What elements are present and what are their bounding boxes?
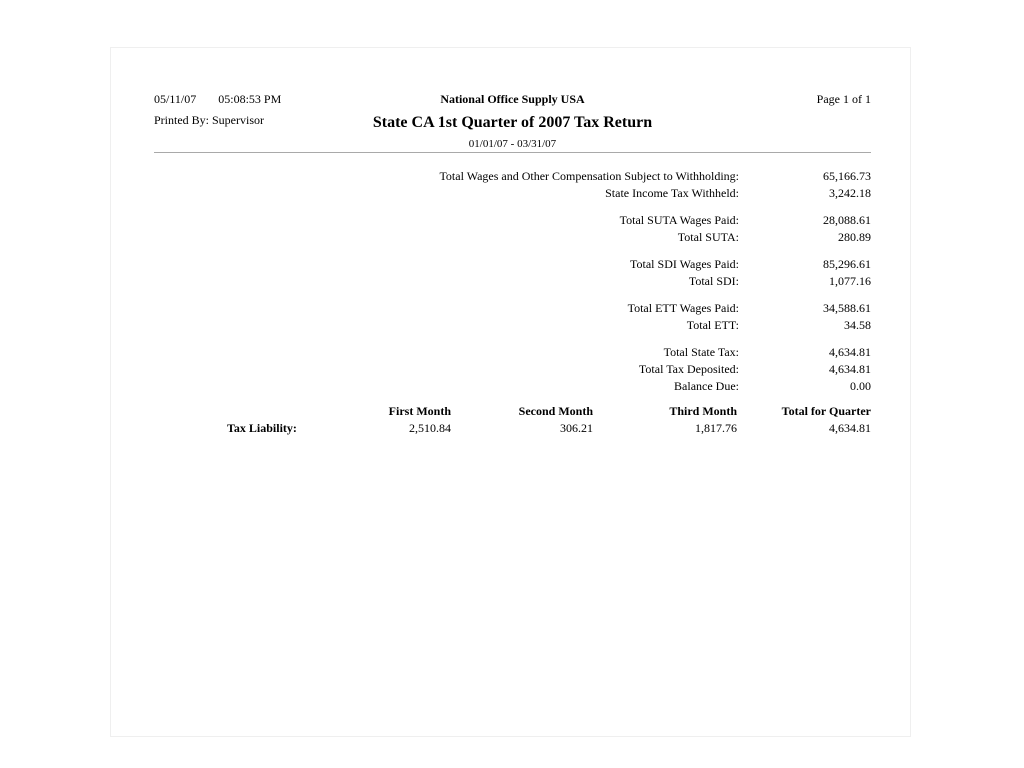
tax-liability-header-row [154, 403, 871, 420]
summary-row-label: Total SDI Wages Paid: [630, 257, 739, 271]
column-header-third-month: Third Month [669, 404, 737, 418]
summary-row-value: 4,634.81 [829, 362, 871, 376]
summary-row-label: Total ETT: [686, 318, 739, 332]
tax-liability-header-spacer [154, 403, 309, 420]
column-header-second-month: Second Month [518, 404, 593, 418]
summary-row [154, 273, 871, 290]
summary-group [154, 344, 871, 395]
header-divider [154, 152, 871, 153]
summary-row [154, 378, 871, 395]
summary-row-label: Total SDI: [688, 274, 739, 288]
tax-liability-first-month: 2,510.84 [409, 421, 451, 435]
header-right [154, 92, 871, 107]
page-number: Page 1 of 1 [816, 92, 871, 106]
summary-row-label: Balance Due: [674, 379, 739, 393]
summary-row [154, 256, 871, 273]
summary-row [154, 168, 871, 185]
summary-row-value: 65,166.73 [823, 169, 871, 183]
summary-row-label: Total Wages and Other Compensation Subject to Withholding: [439, 169, 739, 183]
print-date: 05/11/07 [154, 92, 197, 106]
summary-row-label: Total SUTA: [677, 230, 739, 244]
summary-row-value: 1,077.16 [829, 274, 871, 288]
summary-row-value: 34,588.61 [823, 301, 871, 315]
report-period: 01/01/07 - 03/31/07 [468, 138, 557, 150]
summary-row-label: Total SUTA Wages Paid: [619, 213, 739, 227]
summary-row [154, 317, 871, 334]
printed-by: Printed By: Supervisor [154, 113, 264, 127]
summary-row [154, 229, 871, 246]
summary-row-label: Total State Tax: [663, 345, 739, 359]
summary-row [154, 212, 871, 229]
summary-row-label: Total ETT Wages Paid: [627, 301, 739, 315]
tax-liability-third-month: 1,817.76 [695, 421, 737, 435]
tax-liability-second-month: 306.21 [560, 421, 593, 435]
summary-row-value: 34.58 [844, 318, 871, 332]
column-header-total-quarter: Total for Quarter [781, 404, 871, 418]
tax-liability-table [154, 403, 871, 437]
summary-row [154, 344, 871, 361]
tax-liability-row-label: Tax Liability: [227, 421, 297, 435]
print-time: 05:08:53 PM [218, 92, 282, 106]
summary-row [154, 185, 871, 202]
tax-liability-values-row [154, 420, 871, 437]
column-header-first-month: First Month [388, 404, 451, 418]
summary-row-value: 0.00 [850, 379, 871, 393]
summary-row-label: Total Tax Deposited: [638, 362, 739, 376]
summary-group [154, 300, 871, 334]
company-name: National Office Supply USA [440, 92, 585, 106]
summary-row-value: 3,242.18 [829, 186, 871, 200]
tax-liability-total-quarter: 4,634.81 [829, 421, 871, 435]
summary-row [154, 361, 871, 378]
summary-row [154, 300, 871, 317]
summary-group [154, 168, 871, 202]
summary-groups [154, 168, 871, 395]
summary-row-value: 28,088.61 [823, 213, 871, 227]
summary-row-value: 4,634.81 [829, 345, 871, 359]
report-title: State CA 1st Quarter of 2007 Tax Return [372, 114, 653, 131]
summary-group [154, 256, 871, 290]
summary-row-value: 85,296.61 [823, 257, 871, 271]
summary-row-label: State Income Tax Withheld: [605, 186, 739, 200]
summary-group [154, 212, 871, 246]
summary-row-value: 280.89 [838, 230, 871, 244]
